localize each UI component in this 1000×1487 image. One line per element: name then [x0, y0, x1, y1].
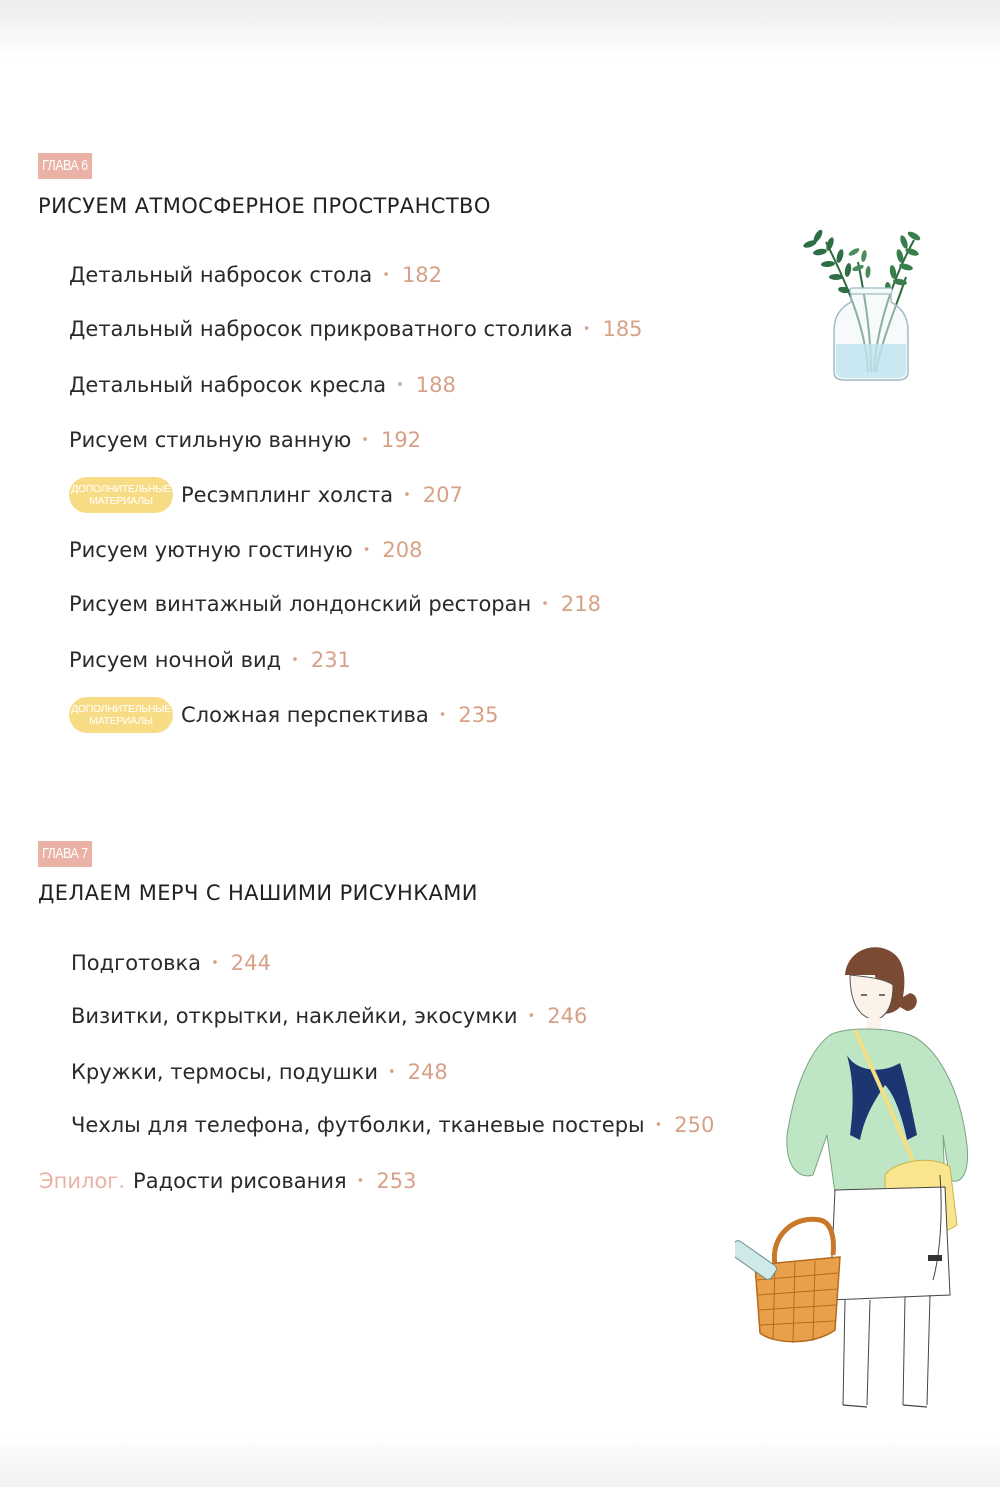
- toc-entry-text: Рисуем стильную ванную: [69, 428, 352, 452]
- toc-entry[interactable]: [69, 423, 421, 457]
- chapter-6-title: РИСУЕМ АТМОСФЕРНОЕ ПРОСТРАНСТВО: [38, 194, 491, 218]
- woman-with-basket-icon: [735, 935, 975, 1430]
- plant-vase-icon: [796, 222, 926, 387]
- toc-entry-bonus[interactable]: [69, 478, 463, 512]
- bullet-separator: •: [361, 432, 369, 448]
- bullet-separator: •: [396, 377, 404, 393]
- badge-line-1: ДОПОЛНИТЕЛЬНЫЕ: [71, 483, 171, 495]
- toc-entry[interactable]: [69, 368, 456, 402]
- page-number: 185: [602, 317, 643, 341]
- toc-entry[interactable]: [71, 946, 271, 980]
- bullet-separator: •: [388, 1064, 396, 1080]
- toc-entry-text: Детальный набросок стола: [69, 263, 373, 287]
- toc-entry[interactable]: [69, 312, 643, 346]
- toc-entry-text: Визитки, открытки, наклейки, экосумки: [71, 1004, 518, 1028]
- page-number: 192: [380, 428, 422, 452]
- toc-entry[interactable]: [71, 1055, 448, 1089]
- toc-entry-epilogue[interactable]: [39, 1164, 416, 1198]
- page-number: 253: [376, 1169, 417, 1193]
- toc-entry[interactable]: [69, 643, 351, 677]
- bullet-separator: •: [582, 321, 591, 337]
- epilogue-label: Эпилог.: [39, 1169, 126, 1193]
- page-number: 207: [422, 483, 463, 507]
- bullet-separator: •: [403, 487, 411, 503]
- page-number: 182: [401, 263, 443, 287]
- page-number: 218: [560, 592, 602, 616]
- toc-entry-bonus[interactable]: [69, 698, 499, 732]
- page-number: 231: [310, 648, 351, 672]
- page-bottom-shadow: [0, 1437, 1000, 1487]
- toc-entry-text: Чехлы для телефона, футболки, тканевые постеры: [71, 1113, 645, 1137]
- bullet-separator: •: [211, 955, 219, 971]
- toc-entry-text: Ресэмплинг холста: [181, 483, 394, 507]
- toc-entry-text: Детальный набросок кресла: [69, 373, 387, 397]
- bonus-materials-badge: [69, 697, 173, 733]
- toc-entry-text: Сложная перспектива: [181, 703, 429, 727]
- chapter-6-tag: ГЛАВА 6: [38, 153, 92, 179]
- bullet-separator: •: [362, 542, 371, 558]
- bullet-separator: •: [527, 1008, 536, 1024]
- chapter-7-tag: ГЛАВА 7: [38, 841, 92, 867]
- page-number: 188: [415, 373, 456, 397]
- badge-line-2: МАТЕРИАЛЫ: [89, 715, 153, 727]
- chapter-7-title: ДЕЛАЕМ МЕРЧ С НАШИМИ РИСУНКАМИ: [38, 881, 478, 905]
- page-number: 208: [382, 538, 423, 562]
- toc-entry[interactable]: [69, 533, 422, 567]
- toc-entry[interactable]: [71, 1108, 714, 1142]
- bullet-separator: •: [356, 1173, 365, 1189]
- badge-line-2: МАТЕРИАЛЫ: [89, 495, 153, 507]
- page-number: 235: [458, 703, 499, 727]
- page-number: 250: [674, 1113, 715, 1137]
- bullet-separator: •: [438, 707, 447, 723]
- toc-entry[interactable]: [69, 258, 442, 292]
- page-number: 244: [230, 951, 271, 975]
- bullet-separator: •: [654, 1117, 663, 1133]
- page-number: 246: [547, 1004, 588, 1028]
- toc-entry-text: Рисуем ночной вид: [69, 648, 282, 672]
- bullet-separator: •: [382, 267, 390, 283]
- toc-entry-text: Радости рисования: [133, 1169, 347, 1193]
- bullet-separator: •: [291, 652, 299, 668]
- bonus-materials-badge: [69, 477, 173, 513]
- toc-entry-text: Рисуем уютную гостиную: [69, 538, 353, 562]
- badge-line-1: ДОПОЛНИТЕЛЬНЫЕ: [71, 703, 171, 715]
- toc-entry[interactable]: [69, 587, 601, 621]
- bullet-separator: •: [541, 596, 549, 612]
- page-number: 248: [407, 1060, 448, 1084]
- toc-entry-text: Детальный набросок прикроватного столика: [69, 317, 573, 341]
- toc-entry[interactable]: [71, 999, 587, 1033]
- toc-entry-text: Рисуем винтажный лондонский ресторан: [69, 592, 532, 616]
- page-top-shadow: [0, 0, 1000, 58]
- toc-entry-text: Кружки, термосы, подушки: [71, 1060, 378, 1084]
- toc-entry-text: Подготовка: [71, 951, 202, 975]
